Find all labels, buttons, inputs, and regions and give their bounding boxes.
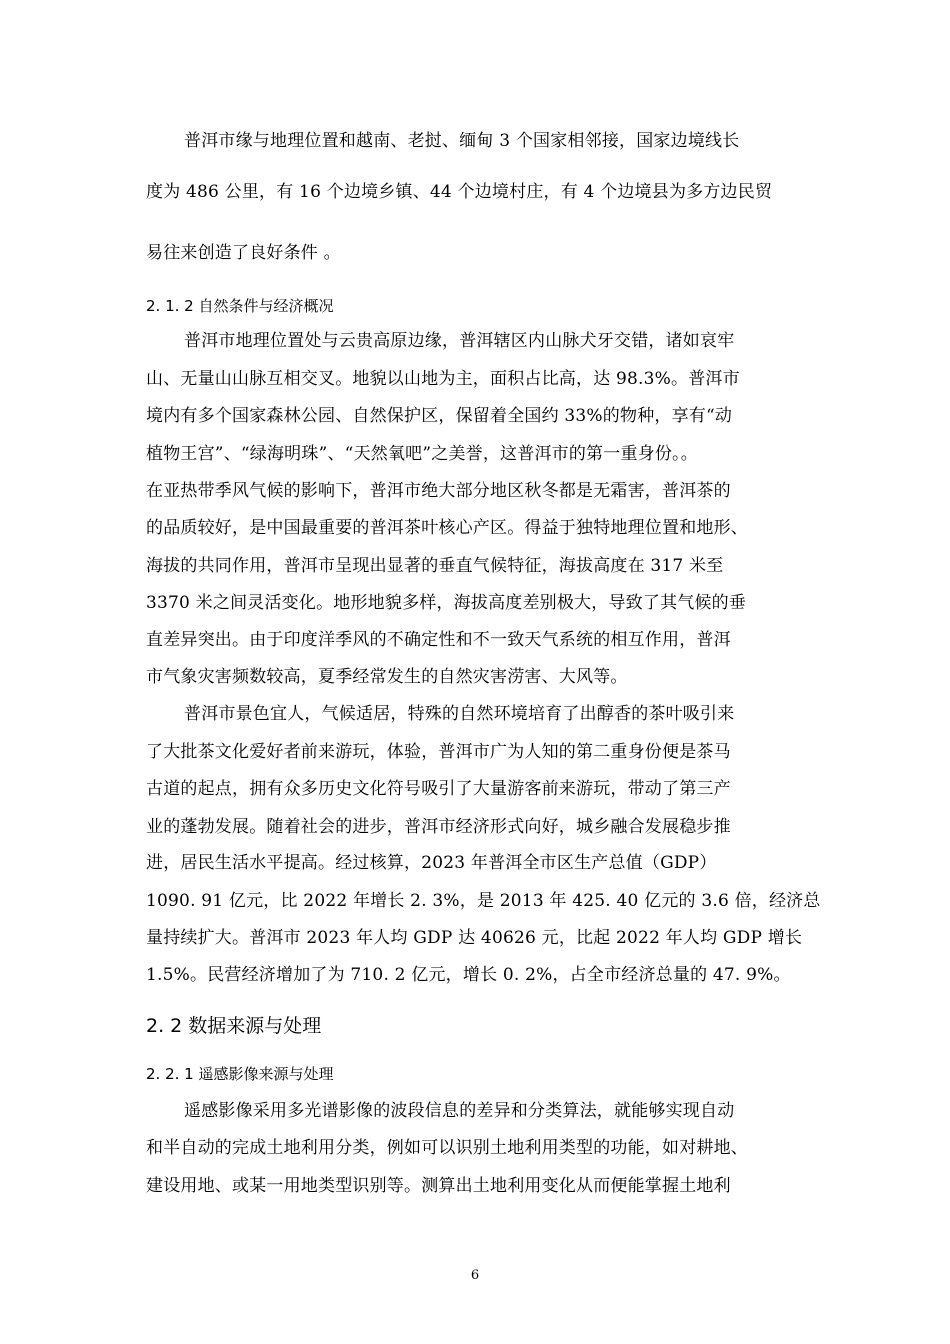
section-heading-2-1-2: 2. 1. 2 自然条件与经济概况 bbox=[146, 297, 334, 315]
paragraph-line: 在亚热带季风气候的影响下，普洱市绝大部分地区秋冬都是无霜害，普洱茶的 bbox=[146, 481, 731, 501]
paragraph-line: 普洱市地理位置处与云贵高原边缘，普洱辖区内山脉犬牙交错，诸如哀牢 bbox=[184, 331, 735, 351]
paragraph-line: 1090. 91 亿元，比 2022 年增长 2. 3%，是 2013 年 425. 40 亿元的 3.6 倍，经济总 bbox=[146, 891, 821, 911]
paragraph-line: 海拔的共同作用，普洱市呈现出显著的垂直气候特征，海拔高度在 317 米至 bbox=[146, 556, 724, 576]
paragraph-line: 境内有多个国家森林公园、自然保护区，保留着全国约 33%的物种，享有“动 bbox=[146, 406, 733, 426]
intro-line-3: 易往来创造了良好条件 。 bbox=[146, 243, 341, 263]
page-number: 6 bbox=[470, 1268, 480, 1283]
paragraph-line: 直差异突出。由于印度洋季风的不确定性和不一致天气系统的相互作用，普洱 bbox=[146, 630, 731, 650]
paragraph-line: 植物王宫”、“绿海明珠”、“天然氧吧”之美誉，这普洱市的第一重身份。。 bbox=[146, 444, 698, 464]
paragraph-line: 市气象灾害频数较高，夏季经常发生的自然灾害涝害、大风等。 bbox=[146, 667, 628, 687]
section-heading-2-2: 2. 2 数据来源与处理 bbox=[146, 1015, 322, 1037]
intro-line-1: 普洱市缘与地理位置和越南、老挝、缅甸 3 个国家相邻接，国家边境线长 bbox=[184, 131, 740, 151]
section-heading-2-2-1: 2. 2. 1 遥感影像来源与处理 bbox=[146, 1065, 334, 1083]
paragraph-line: 量持续扩大。普洱市 2023 年人均 GDP 达 40626 元，比起 2022 年人均 GDP 增长 bbox=[146, 928, 803, 948]
paragraph-line: 山、无量山山脉互相交叉。地貌以山地为主，面积占比高，达 98.3%。普洱市 bbox=[146, 369, 740, 389]
paragraph-line: 普洱市景色宜人，气候适居，特殊的自然环境培育了出醇香的茶叶吸引来 bbox=[184, 704, 735, 724]
paragraph-line: 进，居民生活水平提高。经过核算，2023 年普洱全市区生产总值（GDP） bbox=[146, 853, 717, 873]
paragraph-line: 了大批茶文化爱好者前来游玩，体验，普洱市广为人知的第二重身份便是茶马 bbox=[146, 742, 731, 762]
paragraph-line: 建设用地、或某一用地类型识别等。测算出土地利用变化从而便能掌握土地利 bbox=[146, 1176, 731, 1196]
paragraph-line: 1.5%。民营经济增加了为 710. 2 亿元，增长 0. 2%，占全市经济总量的 47. 9%。 bbox=[146, 965, 791, 985]
paragraph-line: 业的蓬勃发展。随着社会的进步，普洱市经济形式向好，城乡融合发展稳步推 bbox=[146, 817, 731, 837]
paragraph-line: 3370 米之间灵活变化。地形地貌多样，海拔高度差别极大，导致了其气候的垂 bbox=[146, 593, 747, 613]
paragraph-line: 遥感影像采用多光谱影像的波段信息的差异和分类算法，就能够实现自动 bbox=[184, 1101, 735, 1121]
paragraph-line: 的品质较好，是中国最重要的普洱茶叶核心产区。得益于独特地理位置和地形、 bbox=[146, 518, 748, 538]
intro-line-2: 度为 486 公里，有 16 个边境乡镇、44 个边境村庄，有 4 个边境县为多方边民贸 bbox=[146, 182, 773, 202]
paragraph-line: 和半自动的完成土地利用分类，例如可以识别土地利用类型的功能，如对耕地、 bbox=[146, 1138, 748, 1158]
paragraph-line: 古道的起点，拥有众多历史文化符号吸引了大量游客前来游玩，带动了第三产 bbox=[146, 779, 731, 799]
